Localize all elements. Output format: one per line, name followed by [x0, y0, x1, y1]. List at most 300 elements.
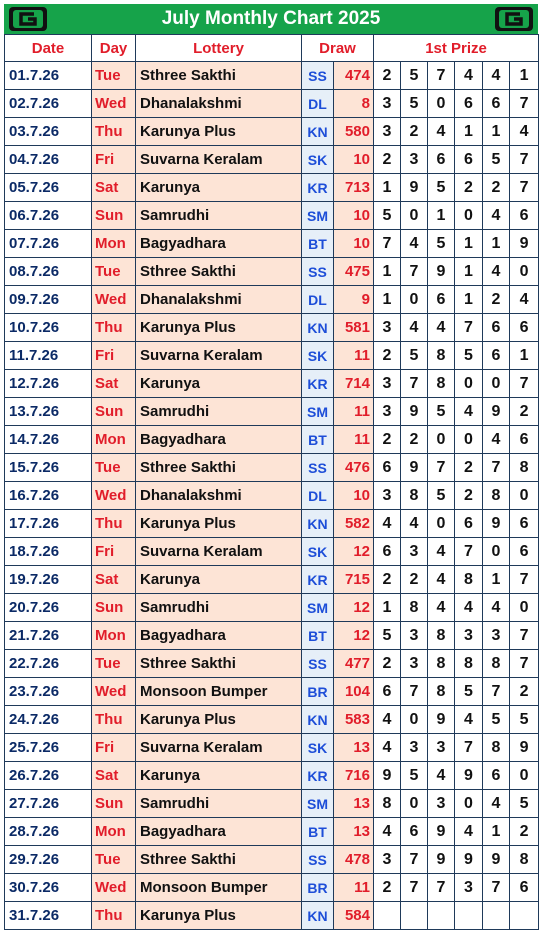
row-date: 08.7.26 [5, 258, 92, 286]
row-date: 31.7.26 [5, 902, 92, 930]
row-prize-digit: 6 [510, 426, 539, 454]
row-draw-number: 13 [334, 790, 374, 818]
table-row [5, 202, 539, 230]
row-day: Fri [92, 734, 136, 762]
row-prize-digit: 9 [401, 174, 428, 202]
row-lottery-code: SM [302, 398, 334, 426]
row-prize-digit: 1 [455, 286, 483, 314]
row-prize-digit: 0 [401, 790, 428, 818]
table-row [5, 342, 539, 370]
row-draw-number: 104 [334, 678, 374, 706]
row-prize-digit: 1 [374, 594, 401, 622]
row-prize-digit: 6 [510, 202, 539, 230]
row-prize-digit: 8 [483, 482, 510, 510]
row-prize-digit: 2 [510, 678, 539, 706]
row-prize-digit: 6 [483, 762, 510, 790]
row-date: 02.7.26 [5, 90, 92, 118]
row-lottery-code: KN [302, 118, 334, 146]
row-prize-digit: 7 [510, 146, 539, 174]
row-prize-digit: 3 [401, 622, 428, 650]
row-prize-digit: 6 [455, 510, 483, 538]
row-draw-number: 475 [334, 258, 374, 286]
row-day: Fri [92, 538, 136, 566]
row-prize-digit: 0 [401, 706, 428, 734]
column-header-lottery: Lottery [136, 35, 302, 62]
row-draw-number: 12 [334, 594, 374, 622]
table-row [5, 622, 539, 650]
row-date: 03.7.26 [5, 118, 92, 146]
row-prize-digit: 0 [483, 370, 510, 398]
row-prize-digit: 1 [455, 258, 483, 286]
row-prize-digit: 7 [374, 230, 401, 258]
row-prize-digit: 2 [455, 174, 483, 202]
table-row [5, 566, 539, 594]
row-date: 27.7.26 [5, 790, 92, 818]
row-prize-digit: 5 [510, 790, 539, 818]
row-prize-digit: 0 [483, 538, 510, 566]
row-prize-digit [401, 902, 428, 930]
row-prize-digit: 8 [510, 454, 539, 482]
row-date: 20.7.26 [5, 594, 92, 622]
row-day: Sat [92, 762, 136, 790]
row-lottery-name: Samrudhi [136, 398, 302, 426]
table-row [5, 258, 539, 286]
row-draw-number: 10 [334, 230, 374, 258]
row-prize-digit: 8 [428, 622, 455, 650]
row-prize-digit: 8 [428, 650, 455, 678]
row-prize-digit: 3 [401, 146, 428, 174]
row-date: 30.7.26 [5, 874, 92, 902]
row-lottery-code: DL [302, 482, 334, 510]
row-draw-number: 11 [334, 398, 374, 426]
row-lottery-name: Karunya [136, 174, 302, 202]
row-prize-digit: 0 [455, 202, 483, 230]
row-lottery-name: Dhanalakshmi [136, 90, 302, 118]
row-prize-digit: 7 [428, 454, 455, 482]
row-date: 11.7.26 [5, 342, 92, 370]
row-date: 16.7.26 [5, 482, 92, 510]
row-prize-digit: 2 [483, 286, 510, 314]
row-prize-digit: 3 [374, 482, 401, 510]
row-prize-digit: 6 [483, 90, 510, 118]
row-prize-digit: 3 [483, 622, 510, 650]
row-prize-digit: 7 [510, 566, 539, 594]
row-day: Mon [92, 818, 136, 846]
table-row [5, 510, 539, 538]
row-prize-digit: 4 [455, 594, 483, 622]
row-draw-number: 11 [334, 342, 374, 370]
row-prize-digit: 1 [483, 118, 510, 146]
row-prize-digit: 4 [428, 118, 455, 146]
row-date: 19.7.26 [5, 566, 92, 594]
row-prize-digit: 5 [401, 762, 428, 790]
row-lottery-name: Sthree Sakthi [136, 650, 302, 678]
table-row [5, 538, 539, 566]
row-prize-digit: 0 [510, 762, 539, 790]
row-date: 12.7.26 [5, 370, 92, 398]
row-lottery-code: SS [302, 62, 334, 90]
row-prize-digit: 2 [374, 566, 401, 594]
row-prize-digit: 9 [483, 846, 510, 874]
row-date: 17.7.26 [5, 510, 92, 538]
row-prize-digit: 2 [483, 174, 510, 202]
row-prize-digit: 3 [428, 734, 455, 762]
row-prize-digit: 2 [374, 650, 401, 678]
row-draw-number: 12 [334, 622, 374, 650]
row-prize-digit: 0 [510, 258, 539, 286]
row-draw-number: 474 [334, 62, 374, 90]
row-prize-digit: 3 [401, 734, 428, 762]
row-lottery-code: BR [302, 874, 334, 902]
row-prize-digit: 6 [401, 818, 428, 846]
row-prize-digit: 6 [483, 314, 510, 342]
row-prize-digit [455, 902, 483, 930]
row-prize-digit: 4 [401, 230, 428, 258]
row-lottery-name: Karunya [136, 566, 302, 594]
row-date: 21.7.26 [5, 622, 92, 650]
row-prize-digit: 5 [401, 90, 428, 118]
row-date: 28.7.26 [5, 818, 92, 846]
row-prize-digit: 7 [455, 538, 483, 566]
row-prize-digit: 3 [374, 118, 401, 146]
table-row [5, 706, 539, 734]
table-row [5, 594, 539, 622]
table-row [5, 818, 539, 846]
row-prize-digit: 9 [483, 398, 510, 426]
row-prize-digit: 1 [483, 818, 510, 846]
row-prize-digit: 0 [428, 510, 455, 538]
row-day: Thu [92, 314, 136, 342]
row-prize-digit: 3 [401, 538, 428, 566]
row-prize-digit: 5 [374, 622, 401, 650]
row-prize-digit: 3 [374, 398, 401, 426]
row-draw-number: 716 [334, 762, 374, 790]
row-day: Sun [92, 790, 136, 818]
row-prize-digit: 4 [483, 790, 510, 818]
row-prize-digit: 8 [374, 790, 401, 818]
row-prize-digit: 0 [428, 426, 455, 454]
row-draw-number: 10 [334, 146, 374, 174]
row-prize-digit: 3 [374, 314, 401, 342]
row-date: 07.7.26 [5, 230, 92, 258]
row-date: 14.7.26 [5, 426, 92, 454]
column-header-draw: Draw [302, 35, 374, 62]
row-prize-digit: 0 [428, 90, 455, 118]
table-row [5, 90, 539, 118]
row-prize-digit: 7 [510, 622, 539, 650]
row-date: 25.7.26 [5, 734, 92, 762]
row-prize-digit: 4 [455, 818, 483, 846]
row-lottery-code: KN [302, 902, 334, 930]
table-row [5, 398, 539, 426]
row-date: 23.7.26 [5, 678, 92, 706]
row-prize-digit: 6 [374, 454, 401, 482]
row-date: 09.7.26 [5, 286, 92, 314]
row-prize-digit: 8 [483, 650, 510, 678]
row-lottery-name: Karunya Plus [136, 902, 302, 930]
row-draw-number: 13 [334, 818, 374, 846]
row-date: 04.7.26 [5, 146, 92, 174]
row-prize-digit: 2 [374, 342, 401, 370]
row-prize-digit: 6 [510, 314, 539, 342]
row-lottery-code: SK [302, 734, 334, 762]
row-prize-digit: 2 [510, 818, 539, 846]
row-date: 13.7.26 [5, 398, 92, 426]
row-lottery-code: BT [302, 818, 334, 846]
row-day: Mon [92, 622, 136, 650]
row-prize-digit: 9 [428, 706, 455, 734]
row-prize-digit: 5 [483, 706, 510, 734]
row-lottery-code: KR [302, 566, 334, 594]
row-date: 26.7.26 [5, 762, 92, 790]
row-lottery-code: SM [302, 790, 334, 818]
row-prize-digit: 0 [401, 286, 428, 314]
row-lottery-name: Karunya [136, 370, 302, 398]
row-prize-digit: 1 [374, 286, 401, 314]
row-prize-digit: 6 [374, 538, 401, 566]
row-prize-digit: 4 [483, 202, 510, 230]
row-prize-digit: 7 [510, 650, 539, 678]
row-prize-digit: 1 [510, 62, 539, 90]
row-date: 18.7.26 [5, 538, 92, 566]
row-prize-digit: 5 [428, 482, 455, 510]
page-title: July Monthly Chart 2025 [161, 8, 381, 29]
row-lottery-code: KN [302, 706, 334, 734]
row-prize-digit: 5 [455, 342, 483, 370]
row-prize-digit: 6 [510, 538, 539, 566]
row-draw-number: 584 [334, 902, 374, 930]
row-prize-digit: 4 [455, 398, 483, 426]
row-prize-digit: 8 [483, 734, 510, 762]
table-row [5, 314, 539, 342]
row-prize-digit: 7 [455, 314, 483, 342]
row-prize-digit: 2 [401, 566, 428, 594]
row-date: 29.7.26 [5, 846, 92, 874]
row-lottery-code: KR [302, 370, 334, 398]
row-prize-digit [428, 902, 455, 930]
row-date: 01.7.26 [5, 62, 92, 90]
row-lottery-code: SK [302, 146, 334, 174]
row-prize-digit: 9 [428, 818, 455, 846]
row-date: 05.7.26 [5, 174, 92, 202]
row-lottery-name: Samrudhi [136, 790, 302, 818]
row-prize-digit: 3 [428, 790, 455, 818]
table-row [5, 230, 539, 258]
table-row [5, 678, 539, 706]
row-prize-digit: 6 [428, 146, 455, 174]
row-lottery-code: SS [302, 650, 334, 678]
row-lottery-code: DL [302, 90, 334, 118]
row-prize-digit: 9 [374, 762, 401, 790]
row-prize-digit: 5 [428, 174, 455, 202]
row-prize-digit: 0 [510, 482, 539, 510]
row-prize-digit: 4 [401, 314, 428, 342]
row-day: Wed [92, 678, 136, 706]
row-lottery-name: Bagyadhara [136, 818, 302, 846]
row-prize-digit: 0 [455, 370, 483, 398]
row-prize-digit: 9 [428, 258, 455, 286]
row-date: 22.7.26 [5, 650, 92, 678]
row-lottery-name: Sthree Sakthi [136, 454, 302, 482]
row-draw-number: 581 [334, 314, 374, 342]
row-prize-digit: 5 [374, 202, 401, 230]
row-prize-digit: 4 [374, 818, 401, 846]
row-prize-digit: 0 [455, 426, 483, 454]
row-prize-digit: 3 [374, 846, 401, 874]
row-day: Mon [92, 426, 136, 454]
row-prize-digit: 4 [374, 734, 401, 762]
row-prize-digit: 1 [455, 230, 483, 258]
row-prize-digit: 4 [483, 426, 510, 454]
row-prize-digit: 4 [455, 62, 483, 90]
row-prize-digit: 7 [428, 874, 455, 902]
row-prize-digit: 5 [483, 146, 510, 174]
brand-logo-icon [492, 4, 536, 34]
row-prize-digit: 5 [510, 706, 539, 734]
row-prize-digit: 4 [483, 62, 510, 90]
row-lottery-name: Bagyadhara [136, 230, 302, 258]
row-lottery-code: SS [302, 258, 334, 286]
row-lottery-name: Karunya Plus [136, 314, 302, 342]
row-prize-digit: 4 [510, 118, 539, 146]
row-prize-digit: 8 [401, 594, 428, 622]
table-row [5, 734, 539, 762]
row-lottery-name: Suvarna Keralam [136, 342, 302, 370]
row-lottery-name: Monsoon Bumper [136, 678, 302, 706]
row-date: 24.7.26 [5, 706, 92, 734]
row-prize-digit: 7 [428, 62, 455, 90]
table-row [5, 482, 539, 510]
row-prize-digit: 1 [510, 342, 539, 370]
row-prize-digit: 6 [374, 678, 401, 706]
row-lottery-code: BR [302, 678, 334, 706]
row-lottery-code: SS [302, 846, 334, 874]
row-prize-digit: 0 [510, 594, 539, 622]
row-prize-digit: 7 [483, 874, 510, 902]
row-prize-digit: 5 [401, 62, 428, 90]
row-prize-digit: 5 [401, 342, 428, 370]
row-day: Tue [92, 258, 136, 286]
row-prize-digit [483, 902, 510, 930]
row-prize-digit: 2 [374, 62, 401, 90]
row-day: Fri [92, 342, 136, 370]
row-lottery-code: KR [302, 174, 334, 202]
row-prize-digit: 7 [510, 370, 539, 398]
row-day: Wed [92, 874, 136, 902]
row-prize-digit: 8 [401, 482, 428, 510]
row-prize-digit: 2 [510, 398, 539, 426]
row-day: Sun [92, 202, 136, 230]
row-lottery-name: Bagyadhara [136, 426, 302, 454]
row-lottery-name: Sthree Sakthi [136, 258, 302, 286]
row-prize-digit: 5 [428, 230, 455, 258]
row-prize-digit: 9 [455, 846, 483, 874]
row-lottery-name: Karunya [136, 762, 302, 790]
row-lottery-name: Samrudhi [136, 594, 302, 622]
row-day: Thu [92, 706, 136, 734]
row-prize-digit: 8 [510, 846, 539, 874]
row-prize-digit: 8 [428, 678, 455, 706]
row-lottery-code: BT [302, 230, 334, 258]
row-lottery-code: SM [302, 202, 334, 230]
row-prize-digit: 6 [510, 874, 539, 902]
column-header-first-prize: 1st Prize [374, 35, 539, 62]
row-prize-digit: 6 [483, 342, 510, 370]
row-prize-digit: 7 [455, 734, 483, 762]
chart-header [4, 4, 538, 34]
table-row [5, 846, 539, 874]
table-row [5, 902, 539, 930]
row-prize-digit: 9 [428, 846, 455, 874]
row-prize-digit: 7 [401, 370, 428, 398]
row-prize-digit: 3 [374, 90, 401, 118]
row-prize-digit: 7 [483, 678, 510, 706]
row-lottery-code: KR [302, 762, 334, 790]
row-prize-digit: 4 [374, 706, 401, 734]
table-row [5, 370, 539, 398]
row-prize-digit: 7 [510, 174, 539, 202]
row-day: Thu [92, 118, 136, 146]
row-prize-digit: 9 [401, 398, 428, 426]
row-day: Thu [92, 510, 136, 538]
row-day: Sat [92, 566, 136, 594]
row-prize-digit: 4 [374, 510, 401, 538]
row-prize-digit: 9 [455, 762, 483, 790]
row-prize-digit: 5 [455, 678, 483, 706]
row-draw-number: 715 [334, 566, 374, 594]
row-lottery-name: Suvarna Keralam [136, 538, 302, 566]
row-prize-digit: 3 [374, 370, 401, 398]
row-day: Sun [92, 398, 136, 426]
row-prize-digit: 1 [374, 174, 401, 202]
row-lottery-name: Suvarna Keralam [136, 146, 302, 174]
row-lottery-code: KN [302, 510, 334, 538]
row-draw-number: 11 [334, 426, 374, 454]
row-date: 06.7.26 [5, 202, 92, 230]
row-prize-digit: 2 [455, 482, 483, 510]
row-prize-digit: 9 [510, 734, 539, 762]
row-lottery-name: Bagyadhara [136, 622, 302, 650]
row-draw-number: 8 [334, 90, 374, 118]
row-day: Sat [92, 370, 136, 398]
row-prize-digit: 4 [401, 510, 428, 538]
row-prize-digit: 6 [455, 90, 483, 118]
row-prize-digit: 1 [374, 258, 401, 286]
table-row [5, 118, 539, 146]
row-lottery-name: Suvarna Keralam [136, 734, 302, 762]
row-draw-number: 476 [334, 454, 374, 482]
row-prize-digit: 4 [428, 314, 455, 342]
row-day: Wed [92, 482, 136, 510]
row-day: Tue [92, 62, 136, 90]
row-lottery-code: SK [302, 538, 334, 566]
row-prize-digit: 6 [455, 146, 483, 174]
results-table [4, 34, 539, 930]
row-prize-digit: 9 [401, 454, 428, 482]
row-prize-digit: 2 [401, 426, 428, 454]
row-day: Tue [92, 454, 136, 482]
row-prize-digit: 6 [428, 286, 455, 314]
row-prize-digit: 8 [455, 650, 483, 678]
row-lottery-name: Karunya Plus [136, 510, 302, 538]
row-prize-digit: 1 [483, 230, 510, 258]
row-prize-digit: 2 [401, 118, 428, 146]
row-prize-digit: 3 [401, 650, 428, 678]
row-lottery-code: BT [302, 622, 334, 650]
column-header-day: Day [92, 35, 136, 62]
row-day: Sun [92, 594, 136, 622]
row-prize-digit: 7 [401, 874, 428, 902]
